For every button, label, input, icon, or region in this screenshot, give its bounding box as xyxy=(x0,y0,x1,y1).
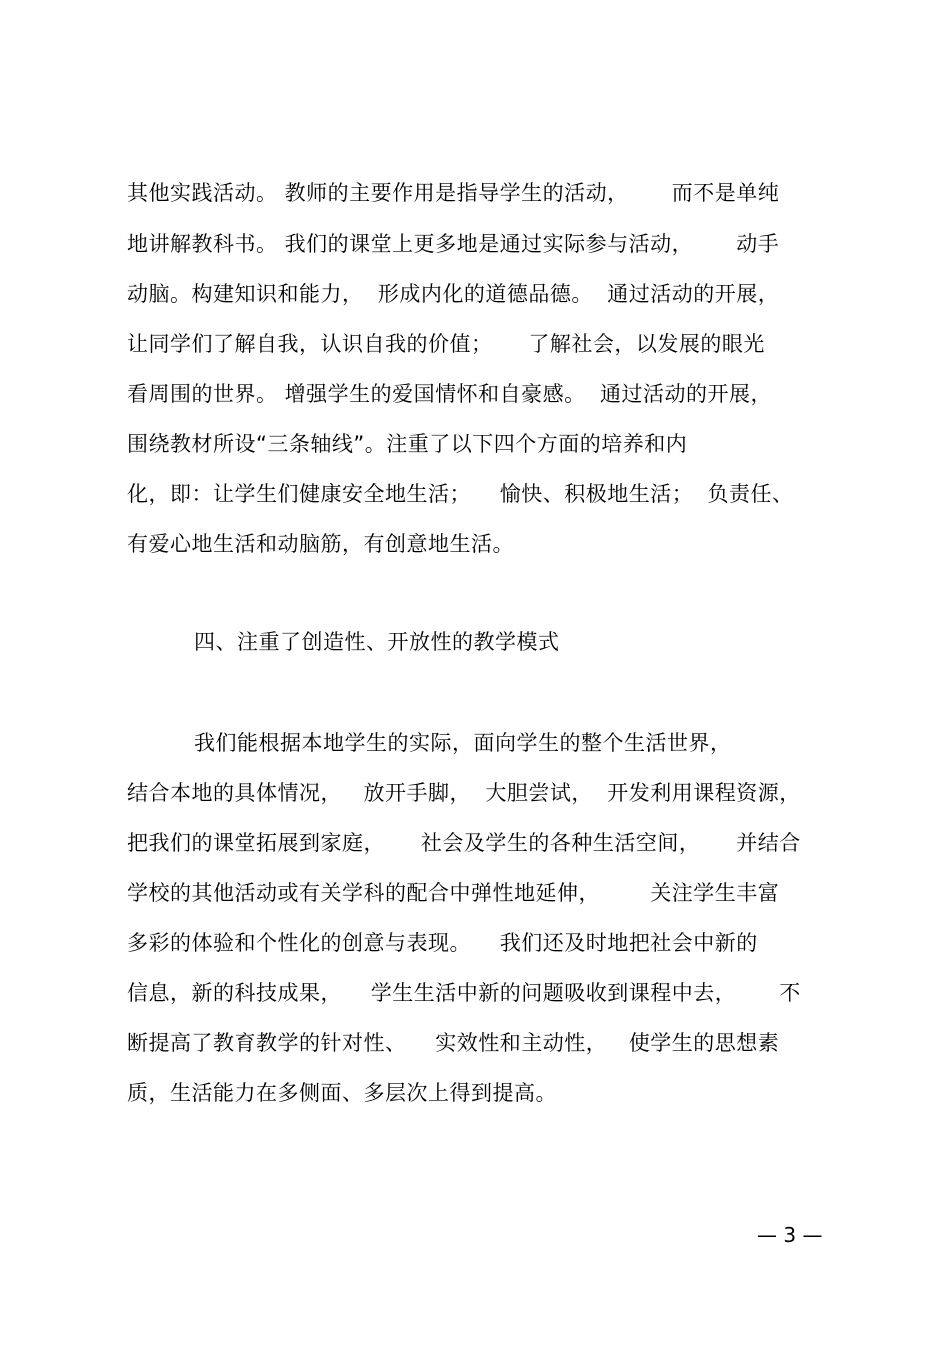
section-heading: 四、注重了创造性、开放性的教学模式 xyxy=(194,630,560,654)
text-line: 信息，新的科技成果， 学生生活中新的问题吸收到课程中去， 不 xyxy=(127,981,801,1005)
text-line: 让同学们了解自我，认识自我的价值； 了解社会，以发展的眼光 xyxy=(127,332,765,356)
page-number: — 3 — xyxy=(757,1223,823,1247)
text-line: 把我们的课堂拓展到家庭， 社会及学生的各种生活空间， 并结合 xyxy=(127,831,801,855)
text-line: 其他实践活动。 教师的主要作用是指导学生的活动， 而不是单纯 xyxy=(127,181,780,205)
text-line: 看周围的世界。 增强学生的爱国情怀和自豪感。 通过活动的开展， xyxy=(127,382,773,406)
text-line: 多彩的体验和个性化的创意与表现。 我们还及时地把社会中新的 xyxy=(127,931,758,955)
text-line: 质，生活能力在多侧面、多层次上得到提高。 xyxy=(127,1081,557,1105)
text-line: 化，即：让学生们健康安全地生活； 愉快、积极地生活； 负责任、 xyxy=(127,482,794,506)
text-line: 地讲解教科书。 我们的课堂上更多地是通过实际参与活动， 动手 xyxy=(127,232,780,256)
text-line: 结合本地的具体情况， 放开手脚， 大胆尝试， 开发利用课程资源， xyxy=(127,781,801,805)
text-line: 动脑。构建知识和能力， 形成内化的道德品德。 通过活动的开展， xyxy=(127,282,780,306)
text-line: 学校的其他活动或有关学科的配合中弹性地延伸， 关注学生丰富 xyxy=(127,881,780,905)
text-line: 我们能根据本地学生的实际，面向学生的整个生活世界， xyxy=(194,731,732,755)
text-line: 断提高了教育教学的针对性、 实效性和主动性， 使学生的思想素 xyxy=(127,1031,780,1055)
text-line: 围绕教材所设“三条轴线”。注重了以下四个方面的培养和内 xyxy=(127,432,688,456)
text-line: 有爱心地生活和动脑筋，有创意地生活。 xyxy=(127,532,514,556)
